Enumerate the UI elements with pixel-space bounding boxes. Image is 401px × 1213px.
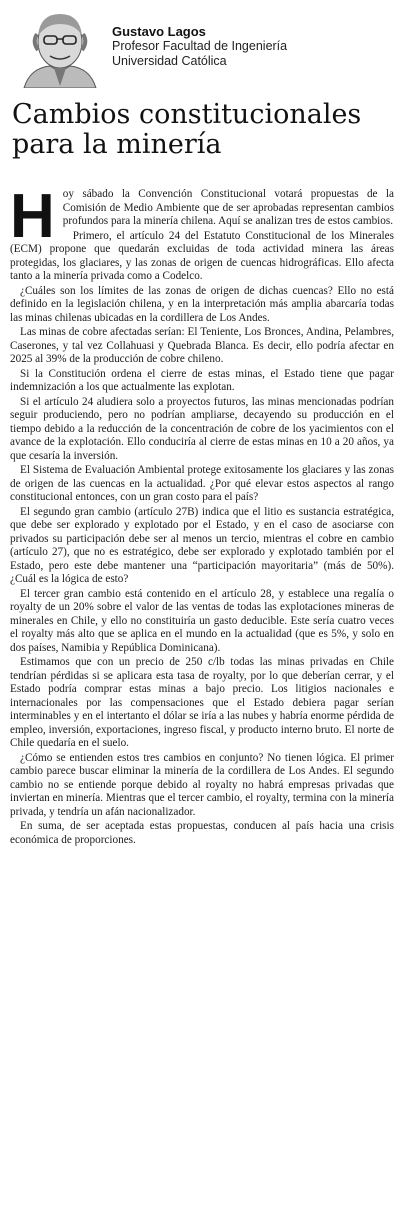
title-line-1: Cambios constitucionales — [12, 99, 362, 130]
author-portrait — [16, 6, 102, 88]
article-header — [16, 6, 396, 88]
paragraph-12: En suma, de ser aceptada estas propuestas, conducen al país hacia una crisis económica de proporciones. — [10, 820, 394, 846]
author-byline — [112, 24, 287, 69]
paragraph-9: El tercer gran cambio está contenido en el artículo 28, y establece una regalía o royalty de un 20% sobre el valor de las ventas de todas las explotaciones mineras de minerales en Chile, y ello no constituiría un gasto deducible. Este sería cuatro veces el royalty más alto que se aplica en el mundo en la actualidad (que es 5%, y solo en dos países, Namibia y República Dominicana). — [10, 587, 394, 654]
drop-cap: H — [10, 182, 55, 251]
paragraph-10: Estimamos que con un precio de 250 c/lb todas las minas privadas en Chile tendrían pérdidas si se aplicara esta tasa de royalty, por lo que deberían cerrar, y el Estado podría comprar estas minas a bajo precio. Los litigios nacionales e internacionales por las compensaciones que el Estado debiera pagar serían interminables y en el intertanto el dólar se iría a las nubes y habría enorme pérdida de empleo, inversión, exportaciones, ingreso fiscal, y producto interno bruto. El norte de Chile quedaría en el suelo. — [10, 656, 394, 749]
author-name: Gustavo Lagos — [112, 24, 206, 39]
paragraph-3: ¿Cuáles son los límites de las zonas de origen de dichas cuencas? Ello no está definido en la legislación chilena, y en la interpretación más amplia abarcaría todas las minas chilenas ubicadas en la cordillera de Los Andes. — [10, 284, 394, 324]
title-line-2: para la minería — [12, 129, 222, 160]
article-body — [10, 182, 394, 848]
paragraph-6: Si el artículo 24 aludiera solo a proyectos futuros, las minas mencionadas podrían seguir produciendo, pero no podrían ampliarse, decayendo su producción en el tiempo debido a la reducción de la concentración de cobre de los yacimientos con el avance de la explotación. Ello conduciría al cierre de estas minas en 10 a 20 años, ya que cesaría la inversión. — [10, 395, 394, 462]
paragraph-1 — [10, 182, 394, 251]
paragraph-2: Primero, el artículo 24 del Estatuto Constitucional de los Minerales (ECM) propone que quedarán excluidas de toda actividad minera las áreas protegidas, los glaciares, y las zonas de origen de cuencas hidrográficas. Ello afecta tanto a la minería privada como a Codelco. — [10, 229, 394, 282]
paragraph-4: Las minas de cobre afectadas serían: El Teniente, Los Bronces, Andina, Pelambres, Caserones, y tal vez Collahuasi y Quebrada Blanca. Es decir, ello podría afectar en 2025 al 39% de la producción de cobre chileno. — [10, 326, 394, 365]
paragraph-1-text: oy sábado la Convención Constitucional votará propuestas de la Comisión de Medio Ambiente que de ser aprobadas representan cambios profundos para la minería chilena. Aquí se analizan tres de estos cambios. — [62, 188, 394, 227]
paragraph-8: El segundo gran cambio (artículo 27B) indica que el litio es sustancia estratégica, que debe ser explorado y explotado por el Estado, y en el caso de asociarse con privados su participación debe ser al menos un tercio, mientras el cobre en cambio (artículo 27), que no es estratégico, debe ser explorado y explotado también por el Estado, pero este debe mantener una “participación mayoritaria” (más de 50%). ¿Cuál es la lógica de esto? — [10, 505, 394, 585]
paragraph-7: El Sistema de Evaluación Ambiental protege exitosamente los glaciares y las zonas de origen de las cuencas en la actualidad. ¿Por qué elevar estos aspectos al rango constitucional entonces, con un gran costo para el país? — [10, 464, 394, 503]
author-role: Profesor Facultad de Ingeniería — [112, 39, 288, 53]
paragraph-5: Si la Constitución ordena el cierre de estas minas, el Estado tiene que pagar indemnización a los que actualmente las explotan. — [10, 367, 394, 393]
author-affiliation: Universidad Católica — [112, 54, 227, 68]
paragraph-11: ¿Cómo se entienden estos tres cambios en conjunto? No tienen lógica. El primer cambio parece buscar eliminar la minería de la cordillera de Los Andes. El segundo cambio no se entiende porque debido al royalty no habrá empresas privadas que inviertan en minería. Mientras que el tercer cambio, el royalty, termina con la minería privada, y tendría un afán nacionalizador. — [10, 751, 394, 818]
article-title — [12, 100, 392, 160]
